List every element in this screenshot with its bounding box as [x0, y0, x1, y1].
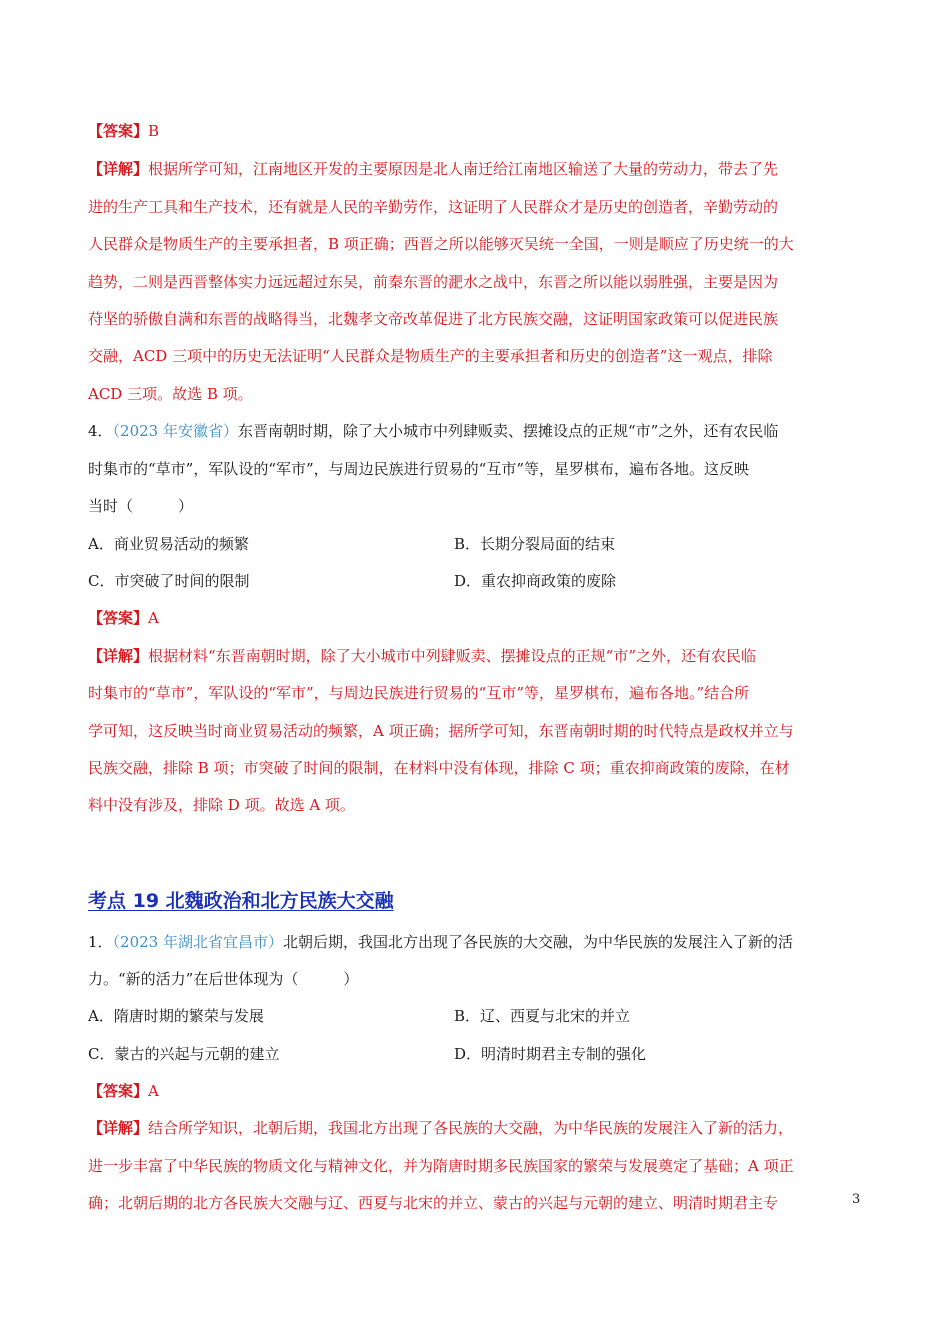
option-d: D．明清时期君主专制的强化 — [454, 1045, 647, 1063]
option-b: B．长期分裂局面的结束 — [454, 535, 616, 553]
answer-label: 【答案】 — [88, 1082, 149, 1100]
question-text: 北朝后期，我国北方出现了各民族的大交融，为中华民族的发展注入了新的活 — [283, 933, 794, 951]
answer-line — [88, 608, 159, 628]
detail-line: 料中没有涉及，排除 D 项。故选 A 项。 — [88, 796, 355, 814]
section-title: 考点 19 北魏政治和北方民族大交融 — [88, 890, 394, 912]
answer-line — [88, 121, 159, 141]
option-c: C．蒙古的兴起与元朝的建立 — [88, 1045, 280, 1063]
option-c: C．市突破了时间的限制 — [88, 572, 250, 590]
question-number: 1． — [88, 933, 113, 951]
detail-text: 结合所学知识，北朝后期，我国北方出现了各民族的大交融，为中华民族的发展注入了新的活力， — [148, 1119, 794, 1137]
detail-line: ACD 三项。故选 B 项。 — [88, 385, 253, 403]
question-source: （2023 年安徽省） — [112, 422, 238, 440]
option-b: B．辽、西夏与北宋的并立 — [454, 1007, 631, 1025]
question-source: （2023 年湖北省宜昌市） — [112, 933, 283, 951]
answer-value: A — [148, 609, 159, 627]
detail-line: 学可知，这反映当时商业贸易活动的频繁，A 项正确；据所学可知，东晋南朝时期的时代特点是政权并立与 — [88, 722, 794, 740]
answer-line — [88, 1081, 159, 1101]
question-number: 4． — [88, 422, 113, 440]
detail-line — [88, 159, 778, 179]
detail-line: 进的生产工具和生产技术，还有就是人民的辛勤劳作，这证明了人民群众才是历史的创造者，辛勤劳动的 — [88, 198, 779, 216]
detail-line: 确；北朝后期的北方各民族大交融与辽、西夏与北宋的并立、蒙古的兴起与元朝的建立、明清时期君主专 — [88, 1194, 779, 1212]
question-stem — [88, 421, 778, 441]
detail-line: 苻坚的骄傲自满和东晋的战略得当，北魏孝文帝改革促进了北方民族交融，这证明国家政策可以促进民族 — [88, 310, 779, 328]
option-d: D．重农抑商政策的废除 — [454, 572, 617, 590]
answer-label: 【答案】 — [88, 609, 149, 627]
page-number: 3 — [852, 1192, 861, 1207]
detail-line: 民族交融，排除 B 项；市突破了时间的限制，在材料中没有体现，排除 C 项；重农抑商政策的废除，在材 — [88, 759, 790, 777]
detail-line: 人民群众是物质生产的主要承担者，B 项正确；西晋之所以能够灭吴统一全国，一则是顺应了历史统一的大 — [88, 235, 794, 253]
question-stem-line: 当时（ ） — [88, 497, 194, 515]
answer-label: 【答案】 — [88, 122, 149, 140]
answer-value: A — [148, 1082, 159, 1100]
detail-line — [88, 646, 756, 666]
detail-line: 时集市的“草市”，军队设的“军市”，与周边民族进行贸易的“互市”等，星罗棋布，遍布各地。”结合所 — [88, 684, 750, 702]
detail-label: 【详解】 — [88, 1119, 149, 1137]
detail-text: 根据所学可知，江南地区开发的主要原因是北人南迁给江南地区输送了大量的劳动力，带去了先 — [148, 160, 779, 178]
detail-label: 【详解】 — [88, 160, 149, 178]
question-stem-line: 力。“新的活力”在后世体现为（ ） — [88, 970, 359, 988]
detail-text: 根据材料“东晋南朝时期，除了大小城市中列肆贩卖、摆摊设点的正规“市”之外，还有农民临 — [148, 647, 757, 665]
detail-line: 趋势，二则是西晋整体实力远远超过东吴，前秦东晋的淝水之战中，东晋之所以能以弱胜强，主要是因为 — [88, 273, 779, 291]
detail-label: 【详解】 — [88, 647, 149, 665]
question-stem-line: 时集市的“草市”，军队设的“军市”，与周边民族进行贸易的“互市”等，星罗棋布，遍布各地。这反映 — [88, 460, 750, 478]
question-stem — [88, 932, 793, 952]
question-text: 东晋南朝时期，除了大小城市中列肆贩卖、摆摊设点的正规“市”之外，还有农民临 — [238, 422, 779, 440]
answer-value: B — [148, 122, 160, 140]
option-a: A．隋唐时期的繁荣与发展 — [88, 1007, 264, 1025]
detail-line — [88, 1118, 793, 1138]
detail-line: 交融，ACD 三项中的历史无法证明“人民群众是物质生产的主要承担者和历史的创造者”这一观点，排除 — [88, 347, 773, 365]
detail-line: 进一步丰富了中华民族的物质文化与精神文化，并为隋唐时期多民族国家的繁荣与发展奠定了基础；A 项正 — [88, 1157, 794, 1175]
option-a: A．商业贸易活动的频繁 — [88, 535, 249, 553]
